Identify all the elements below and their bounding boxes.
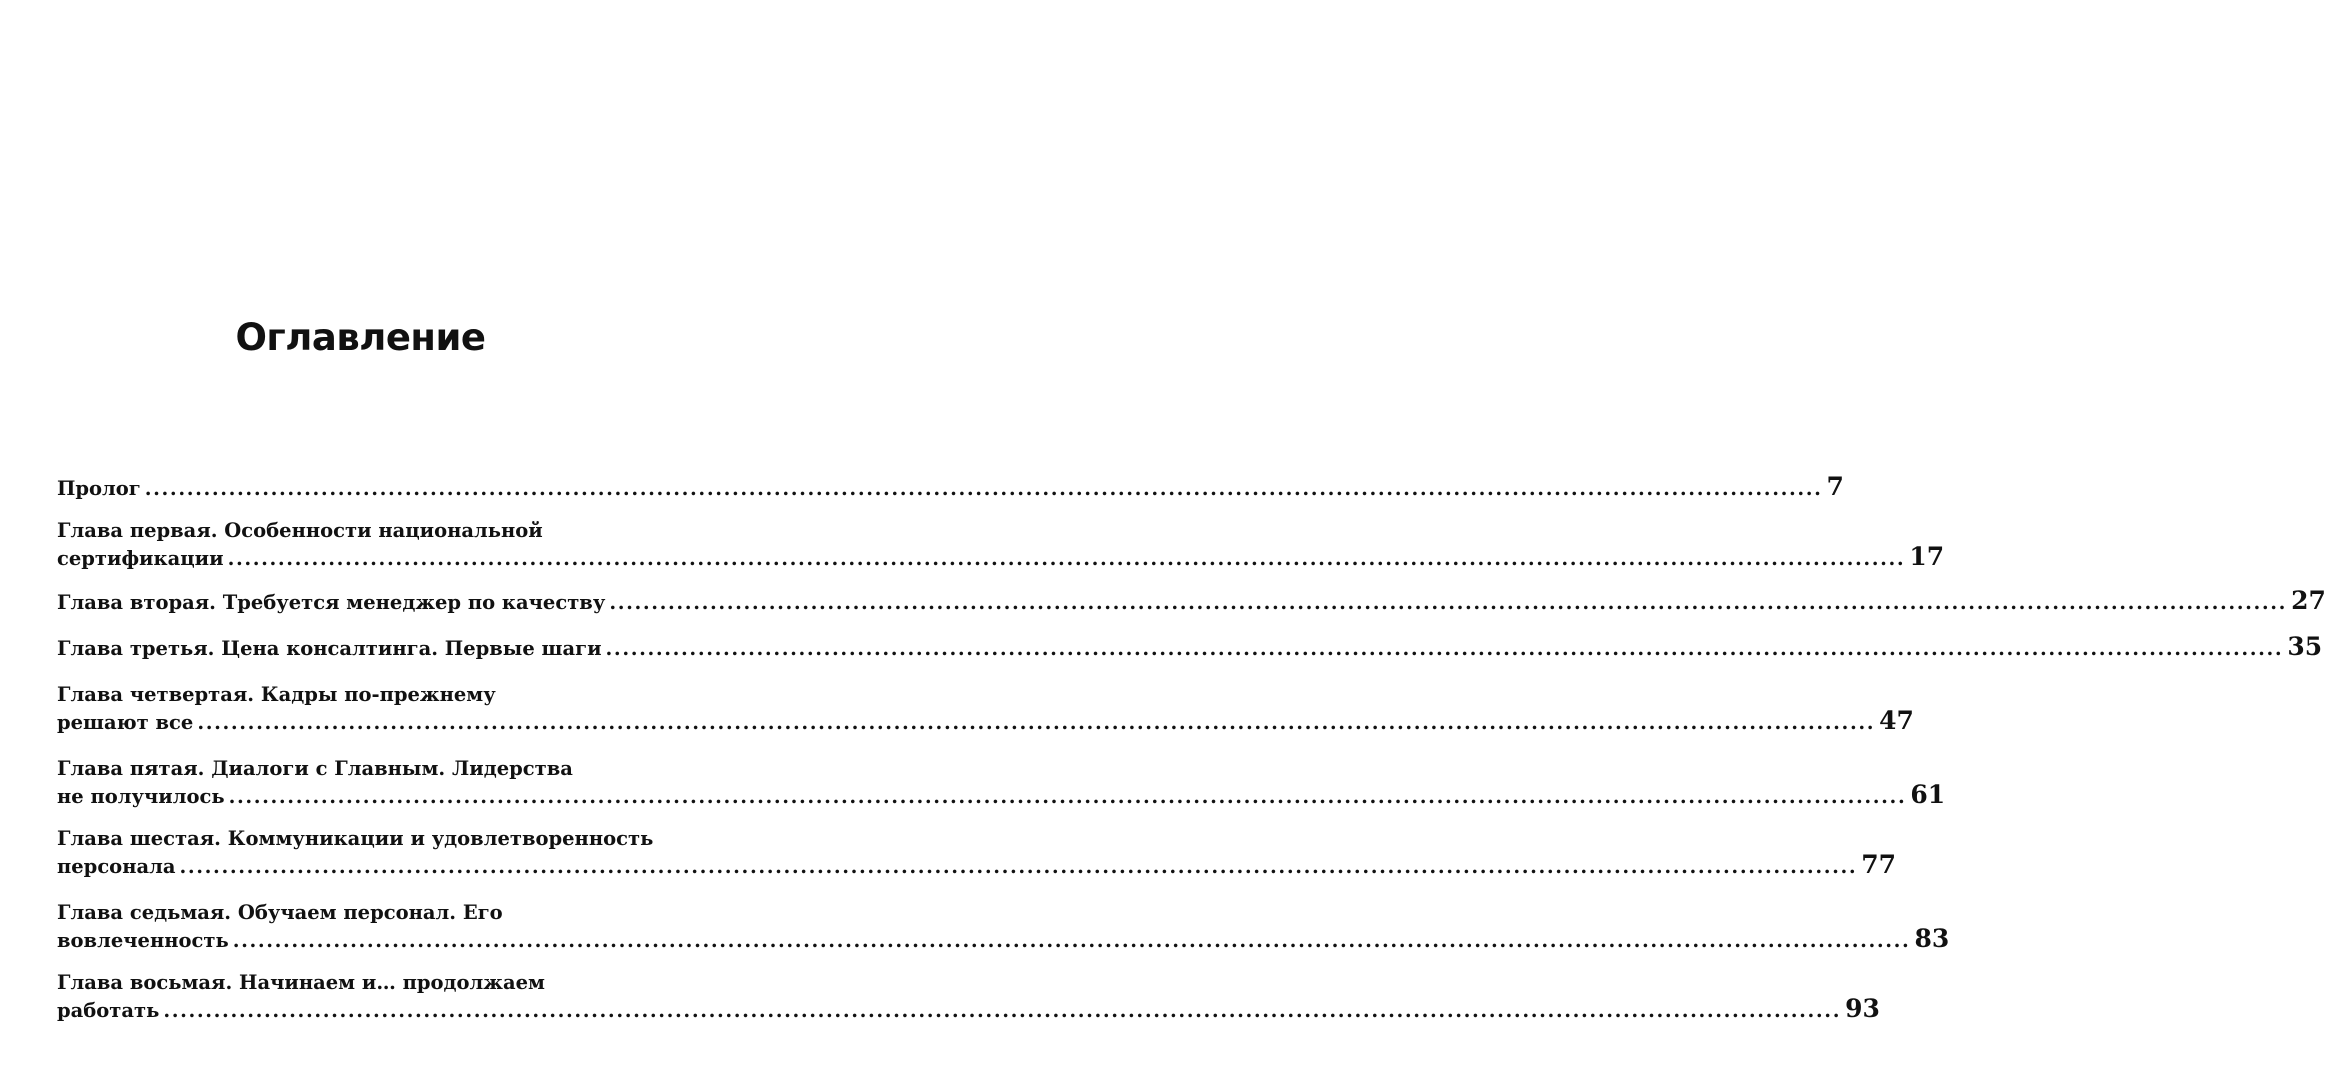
toc-page-number: 77: [1861, 850, 1897, 879]
toc-entry-prologue: [57, 472, 1844, 502]
toc-entry-title-cont: не получилось: [57, 785, 225, 808]
toc-entry-chapter-4: [57, 682, 1914, 736]
dot-leader: ........................................................................................................................................................................................................: [605, 637, 2284, 660]
toc-page-number: 27: [2291, 586, 2326, 615]
toc-entry-chapter-2: [57, 586, 2326, 616]
toc-entry-title: Глава восьмая. Начинаем и… продолжаем: [57, 971, 545, 994]
dot-leader: ........................................................................................................................................................................................................: [228, 785, 1907, 808]
dot-leader: ........................................................................................................................................................................................................: [179, 855, 1858, 878]
toc-page-number: 7: [1826, 472, 1844, 501]
toc-entry-title: Глава пятая. Диалоги с Главным. Лидерства: [57, 757, 573, 780]
dot-leader: ........................................................................................................................................................................................................: [232, 929, 1911, 952]
toc-entry-title: Глава первая. Особенности национальной: [57, 519, 543, 542]
toc-entry-title: Глава четвертая. Кадры по-прежнему: [57, 683, 496, 706]
toc-entry-chapter-7: [57, 900, 1950, 954]
toc-entry-title-cont: работать: [57, 999, 160, 1022]
dot-leader: ........................................................................................................................................................................................................: [227, 547, 1906, 570]
toc-entry-title-cont: решают все: [57, 711, 194, 734]
toc-entry-chapter-6: [57, 826, 1897, 880]
toc-entry-title: Глава седьмая. Обучаем персонал. Его: [57, 901, 503, 924]
dot-leader: ........................................................................................................................................................................................................: [144, 477, 1823, 500]
toc-page-number: 93: [1845, 994, 1880, 1023]
toc-entry-title: Пролог: [57, 477, 141, 500]
dot-leader: ........................................................................................................................................................................................................: [163, 999, 1842, 1022]
toc-page-number: 17: [1909, 542, 1945, 571]
toc-entry-title: Глава третья. Цена консалтинга. Первые шаги: [57, 637, 602, 660]
toc-page-number: 61: [1910, 780, 1946, 809]
toc-title: Оглавление: [235, 316, 486, 359]
toc-entry-title-cont: персонала: [57, 855, 176, 878]
toc-page-number: 47: [1879, 706, 1914, 735]
toc-entry-title: Глава шестая. Коммуникации и удовлетворенность: [57, 827, 654, 850]
toc-page-number: 83: [1914, 924, 1950, 953]
toc-entry-chapter-5: [57, 756, 1946, 810]
toc-entry-title-cont: сертификации: [57, 547, 224, 570]
toc-page-number: 35: [2287, 632, 2323, 661]
toc-entry-chapter-8: [57, 970, 1880, 1024]
dot-leader: ........................................................................................................................................................................................................: [197, 711, 1876, 734]
toc-entry-title-cont: вовлеченность: [57, 929, 229, 952]
toc-entry-title: Глава вторая. Требуется менеджер по качеству: [57, 591, 606, 614]
toc-entry-chapter-1: [57, 518, 1945, 572]
toc-entry-chapter-3: [57, 632, 2323, 662]
dot-leader: ........................................................................................................................................................................................................: [609, 591, 2288, 614]
